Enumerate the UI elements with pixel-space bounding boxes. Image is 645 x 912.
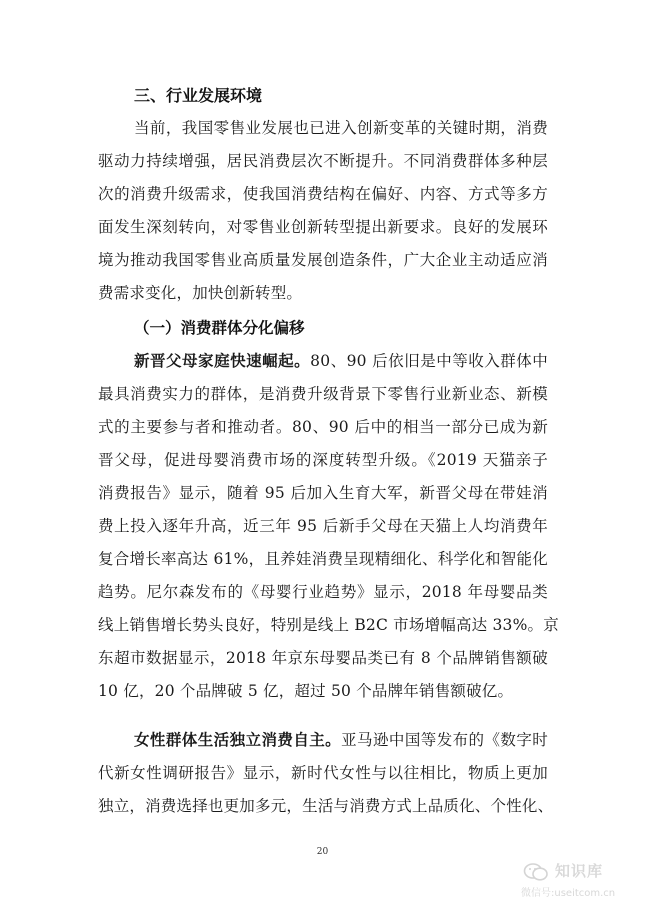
subsection-heading: （一）消费群体分化偏移 — [134, 319, 305, 337]
paragraph-line: 东超市数据显示，2018 年京东母婴品类已有 8 个品牌销售额破 — [98, 649, 548, 667]
paragraph-text: 80、90 后依旧是中等收入群体中 — [310, 352, 549, 370]
intro-line: 面发生深刻转向，对零售业创新转型提出新要求。良好的发展环 — [98, 218, 548, 236]
paragraph-line: 独立，消费选择也更加多元，生活与消费方式上品质化、个性化、 — [98, 797, 554, 815]
paragraph-lead: 新晋父母家庭快速崛起。 — [134, 352, 311, 370]
intro-line: 费需求变化，加快创新转型。 — [98, 284, 303, 302]
wechat-icon — [523, 862, 549, 882]
watermark-id: 微信号:useitcom.cn — [521, 888, 616, 899]
paragraph-line: 晋父母，促进母婴消费市场的深度转型升级。《2019 天猫亲子 — [98, 451, 548, 469]
page-number: 20 — [316, 847, 329, 857]
paragraph-line: 10 亿，20 个品牌破 5 亿，超过 50 个品牌年销售额破亿。 — [98, 682, 514, 700]
paragraph-line: 最具消费实力的群体，是消费升级背景下零售行业新业态、新模 — [98, 385, 548, 403]
paragraph-line: 线上销售增长势头良好，特别是线上 B2C 市场增幅高达 33%。京 — [98, 616, 559, 634]
paragraph-line: 式的主要参与者和推动者。80、90 后中的相当一部分已成为新 — [98, 418, 548, 436]
paragraph-first-line — [98, 351, 548, 371]
paragraph-line: 趋势。尼尔森发布的《母婴行业趋势》显示，2018 年母婴品类 — [98, 583, 548, 601]
paragraph-lead: 女性群体生活独立消费自主。 — [134, 731, 342, 749]
paragraph-first-line — [98, 730, 548, 750]
paragraph-text: 亚马逊中国等发布的《数字时 — [341, 731, 548, 749]
intro-line: 当前，我国零售业发展也已进入创新变革的关键时期，消费 — [134, 119, 548, 137]
paragraph-line: 费上投入逐年升高，近三年 95 后新手父母在天猫上人均消费年 — [98, 517, 548, 535]
paragraph-line: 复合增长率高达 61%，且养娃消费呈现精细化、科学化和智能化 — [98, 550, 548, 568]
paragraph-line: 消费报告》显示，随着 95 后加入生育大军，新晋父母在带娃消 — [98, 484, 548, 502]
intro-line: 次的消费升级需求，使我国消费结构在偏好、内容、方式等多方 — [98, 185, 548, 203]
intro-line: 驱动力持续增强，居民消费层次不断提升。不同消费群体多种层 — [98, 152, 548, 170]
watermark — [515, 858, 635, 902]
watermark-name: 知识库 — [555, 862, 604, 880]
intro-line: 境为推动我国零售业高质量发展创造条件，广大企业主动适应消 — [98, 251, 548, 269]
paragraph-line: 代新女性调研报告》显示，新时代女性与以往相比，物质上更加 — [98, 764, 548, 782]
section-heading: 三、行业发展环境 — [134, 86, 263, 105]
